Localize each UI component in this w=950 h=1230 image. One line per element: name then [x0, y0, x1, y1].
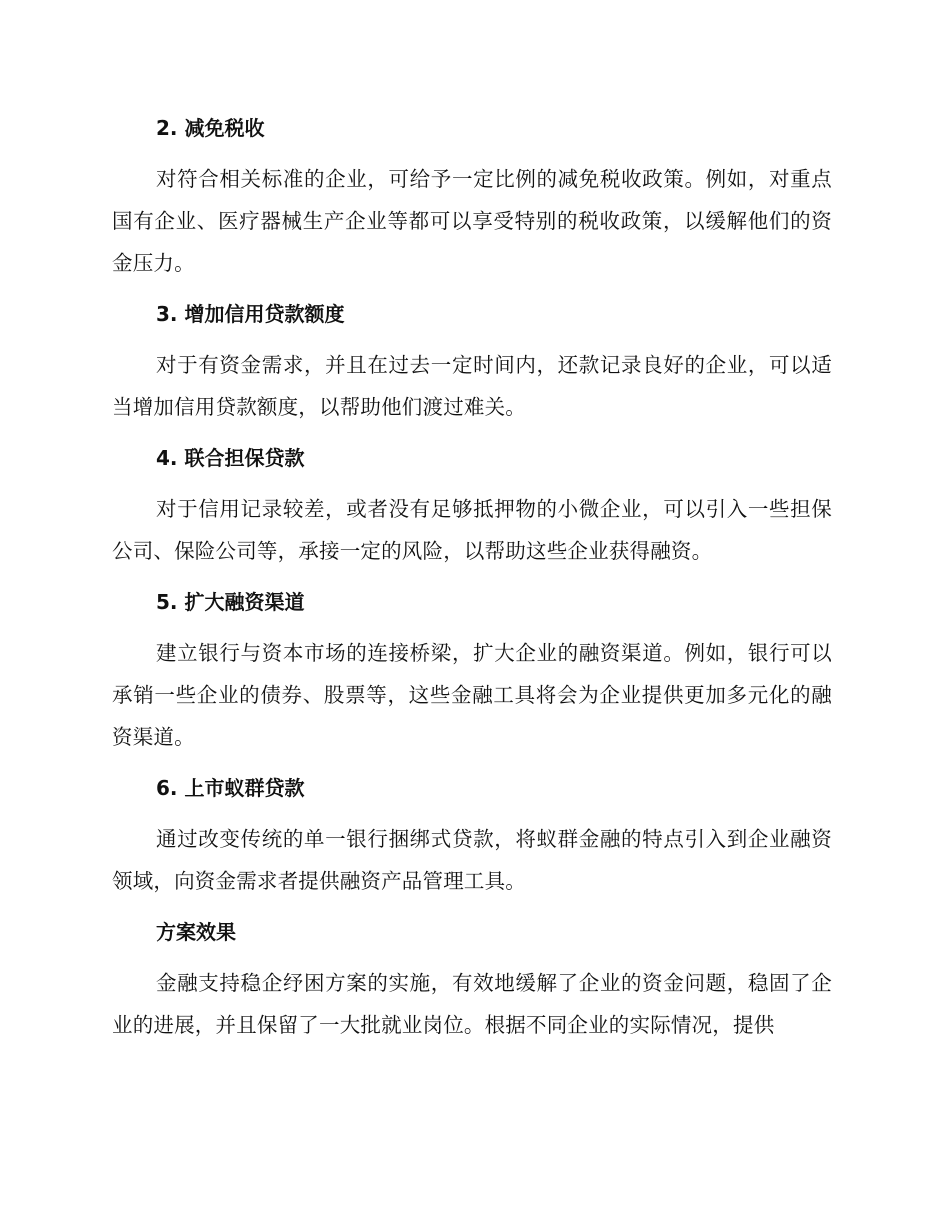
section-credit-loan: [112, 294, 832, 428]
section-tax-relief: [112, 108, 832, 284]
section-heading: 2. 减免税收: [156, 116, 265, 140]
section-paragraph: 建立银行与资本市场的连接桥梁，扩大企业的融资渠道。例如，银行可以承销一些企业的债券、股票等，这些金融工具将会为企业提供更加多元化的融资渠道。: [112, 641, 832, 749]
section-ant-loan: [112, 768, 832, 902]
section-heading: 3. 增加信用贷款额度: [156, 302, 345, 326]
document-page: [112, 108, 832, 1056]
section-paragraph: 对于有资金需求，并且在过去一定时间内，还款记录良好的企业，可以适当增加信用贷款额度，以帮助他们渡过难关。: [112, 353, 832, 419]
section-joint-guarantee: [112, 438, 832, 572]
section-paragraph: 金融支持稳企纾困方案的实施，有效地缓解了企业的资金问题，稳固了企业的进展，并且保留了一大批就业岗位。根据不同企业的实际情况，提供: [112, 971, 832, 1037]
section-plan-effect: [112, 912, 832, 1046]
section-heading: 5. 扩大融资渠道: [156, 590, 305, 614]
section-heading: 6. 上市蚁群贷款: [156, 776, 305, 800]
section-heading: 方案效果: [156, 920, 236, 944]
section-heading: 4. 联合担保贷款: [156, 446, 305, 470]
section-paragraph: 对符合相关标准的企业，可给予一定比例的减免税收政策。例如，对重点国有企业、医疗器械生产企业等都可以享受特别的税收政策，以缓解他们的资金压力。: [112, 167, 832, 275]
section-paragraph: 对于信用记录较差，或者没有足够抵押物的小微企业，可以引入一些担保公司、保险公司等，承接一定的风险，以帮助这些企业获得融资。: [112, 497, 832, 563]
section-paragraph: 通过改变传统的单一银行捆绑式贷款，将蚁群金融的特点引入到企业融资领域，向资金需求者提供融资产品管理工具。: [112, 827, 832, 893]
section-financing-channels: [112, 582, 832, 758]
